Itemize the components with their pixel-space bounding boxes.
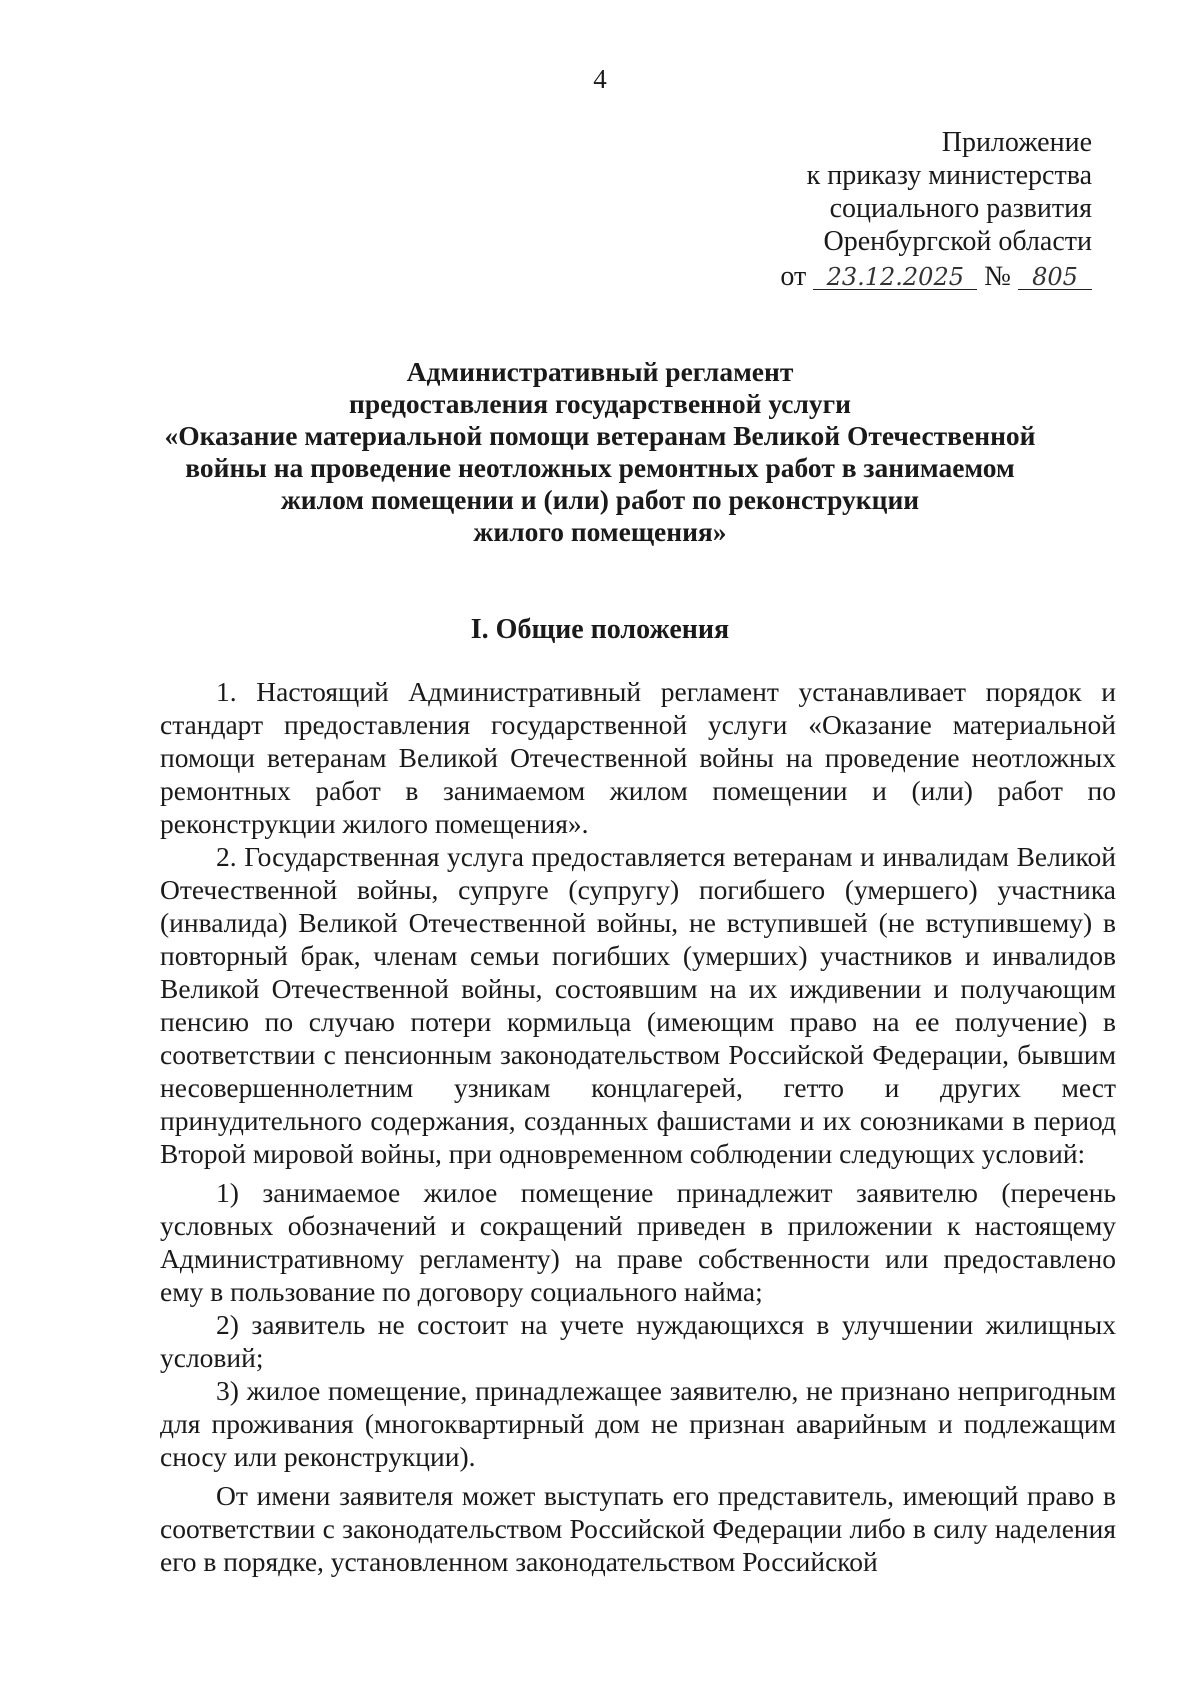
title-line-1: Административный регламент [406, 356, 794, 387]
title-line-4: войны на проведение неотложных ремонтных работ в занимаемом [185, 452, 1015, 483]
appendix-block [572, 126, 1092, 293]
appendix-order-line: к приказу министерства [806, 160, 1092, 191]
title-line-3: «Оказание материальной помощи ветеранам Великой Отечественной [164, 420, 1036, 451]
title-line-5: жилом помещении и (или) работ по реконструкции [280, 484, 920, 515]
paragraph-3: От имени заявителя может выступать его представитель, имеющий право в соответствии с законодательством Российской Федерации либо в силу наделения его в порядке, установленном законодательством Российской [160, 1480, 1116, 1577]
document-title [0, 356, 1200, 548]
appendix-region-line: Оренбургской области [823, 226, 1092, 257]
page-number: 4 [593, 64, 607, 94]
condition-3: 3) жилое помещение, принадлежащее заявителю, не признано непригодным для проживания (многоквартирный дом не признан аварийным и подлежащим сносу или реконструкции). [160, 1375, 1116, 1472]
appendix-label: Приложение [941, 127, 1092, 158]
title-line-2: предоставления государственной услуги [349, 388, 851, 419]
paragraph-2: 2. Государственная услуга предоставляется ветеранам и инвалидам Великой Отечественной войны, супруге (супругу) погибшего (умершего) участника (инвалида) Великой Отечественной войны, не вступившей (не вступившему) в повторный брак, членам семьи погибших (умерших) участников и инвалидов Великой Отечественной войны, состоявшим на их иждивении и получающим пенсию по случаю потери кормильца (имеющим право на ее получение) в соответствии с пенсионным законодательством Российской Федерации, бывшим несовершеннолетним узникам концлагерей, гетто и других мест принудительного содержания, созданных фашистами и их союзниками в период Второй мировой войны, при одновременном соблюдении следующих условий: [160, 841, 1116, 1169]
condition-2: 2) заявитель не состоит на учете нуждающихся в улучшении жилищных условий; [160, 1309, 1116, 1373]
section-heading: I. Общие положения [470, 614, 730, 645]
date-prefix: от [780, 261, 807, 292]
body-text [160, 675, 1116, 1578]
condition-1: 1) занимаемое жилое помещение принадлежит заявителю (перечень условных обозначений и сокращений приведен в приложении к настоящему Административному регламенту) на праве собственности или предоставлено ему в пользование по договору социального найма; [160, 1177, 1116, 1307]
appendix-date-number-row [572, 260, 1092, 293]
handwritten-order-number: 805 [1018, 265, 1092, 290]
number-sign: № [984, 261, 1011, 292]
paragraph-1: 1. Настоящий Административный регламент устанавливает порядок и стандарт предоставления государственной услуги «Оказание материальной помощи ветеранам Великой Отечественной войны на проведение неотложных ремонтных работ в занимаемом жилом помещении и (или) работ по реконструкции жилого помещения». [160, 676, 1116, 839]
appendix-ministry-line: социального развития [829, 193, 1092, 224]
title-line-6: жилого помещения» [473, 516, 727, 547]
handwritten-date: 23.12.2025 [813, 265, 977, 290]
